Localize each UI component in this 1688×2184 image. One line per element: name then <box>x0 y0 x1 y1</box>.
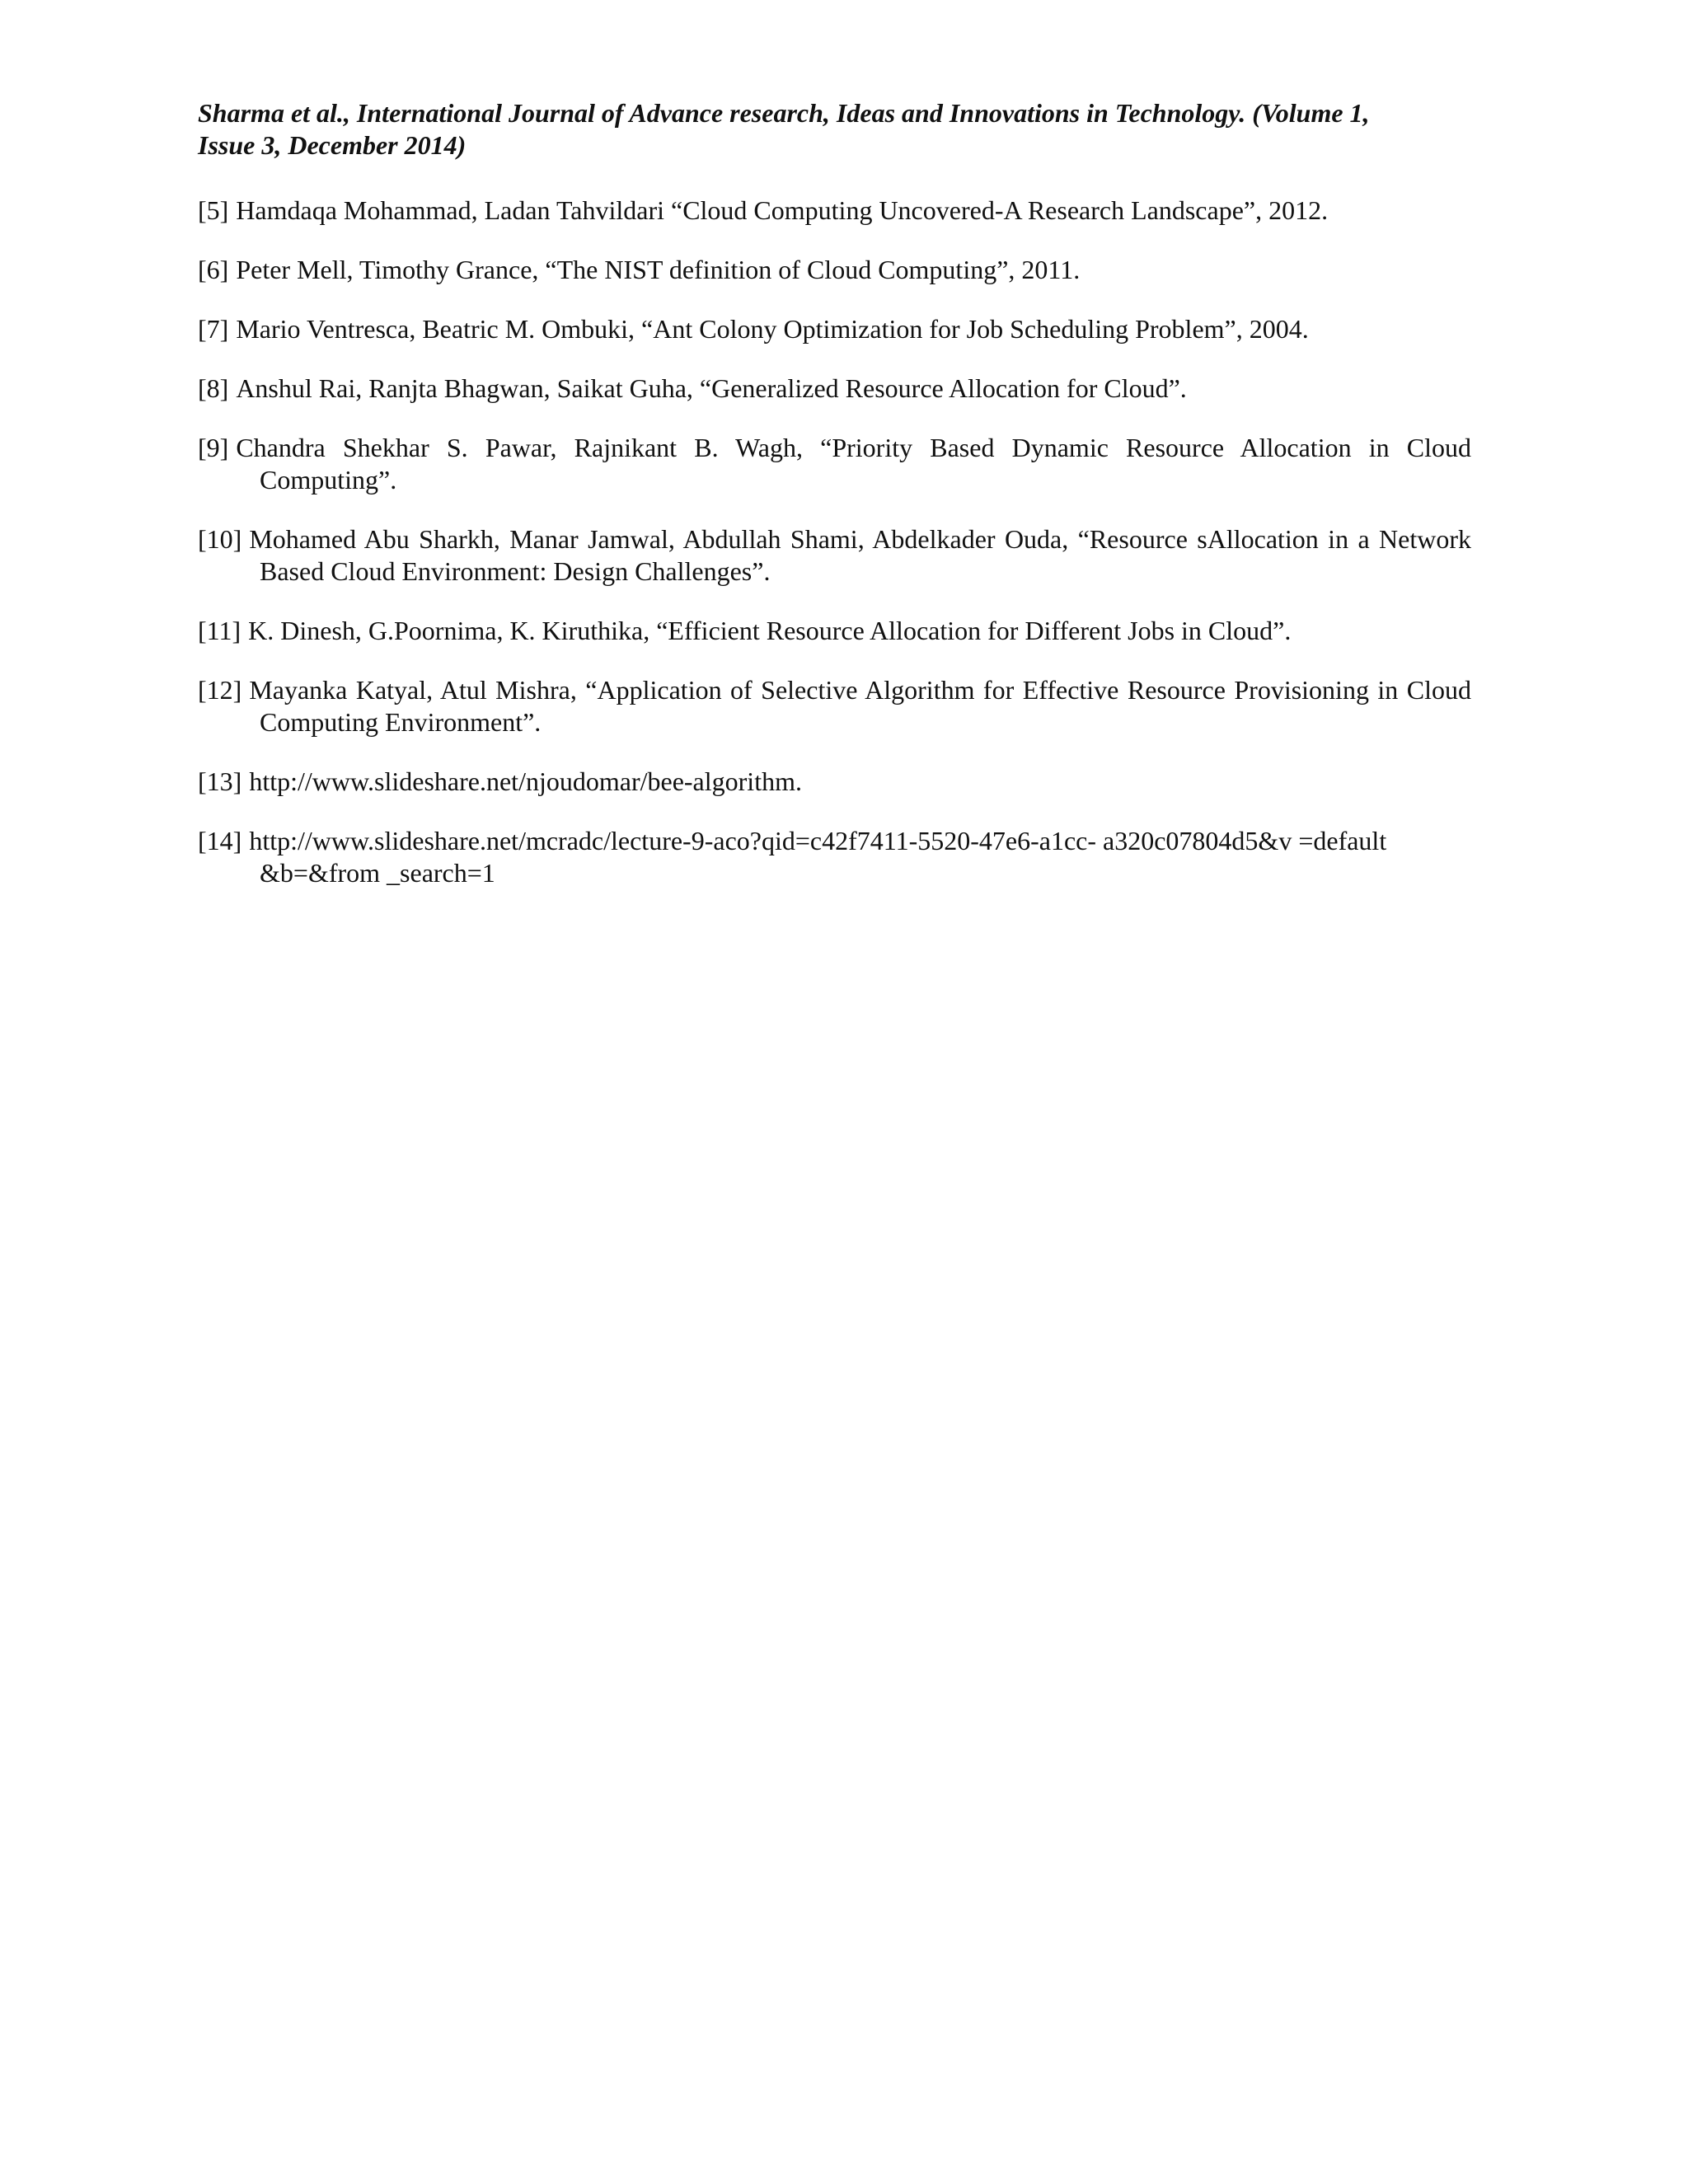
reference-text: Hamdaqa Mohammad, Ladan Tahvildari “Cloud Computing Uncovered-A Research Landscape”, 2012. <box>236 195 1329 225</box>
reference-list <box>198 194 1471 916</box>
reference-number: [11] <box>198 616 241 645</box>
reference-number: [8] <box>198 373 229 403</box>
reference-item <box>198 432 1471 496</box>
reference-text: K. Dinesh, G.Poornima, K. Kiruthika, “Efficient Resource Allocation for Different Jobs in Cloud”. <box>248 616 1292 645</box>
reference-number: [13] <box>198 766 242 796</box>
reference-number: [12] <box>198 675 242 705</box>
reference-number: [6] <box>198 255 229 284</box>
reference-text: Anshul Rai, Ranjta Bhagwan, Saikat Guha, “Generalized Resource Allocation for Cloud”. <box>236 373 1187 403</box>
header-citation-line-1: Sharma et al., International Journal of Advance research, Ideas and Innovations in Technology. (Volume 1, <box>198 98 1370 128</box>
reference-text: Peter Mell, Timothy Grance, “The NIST definition of Cloud Computing”, 2011. <box>236 255 1081 284</box>
reference-number: [9] <box>198 433 229 462</box>
reference-text: Mayanka Katyal, Atul Mishra, “Application of Selective Algorithm for Effective Resource Provisioning in Cloud Computing Environment”. <box>249 675 1471 737</box>
reference-text: Mohamed Abu Sharkh, Manar Jamwal, Abdullah Shami, Abdelkader Ouda, “Resource sAllocation in a Network Based Cloud Environment: Design Challenges”. <box>249 524 1471 586</box>
reference-item <box>198 194 1471 227</box>
header-citation-line-2: Issue 3, December 2014) <box>198 130 467 160</box>
reference-text: Chandra Shekhar S. Pawar, Rajnikant B. Wagh, “Priority Based Dynamic Resource Allocation in Cloud Computing”. <box>236 433 1471 494</box>
reference-item <box>198 825 1471 889</box>
reference-text: Mario Ventresca, Beatric M. Ombuki, “Ant Colony Optimization for Job Scheduling Problem”, 2004. <box>236 314 1309 344</box>
reference-item <box>198 766 1471 798</box>
reference-item <box>198 313 1471 345</box>
reference-url[interactable]: http://www.slideshare.net/njoudomar/bee-algorithm. <box>249 766 802 796</box>
reference-item <box>198 373 1471 405</box>
reference-item <box>198 523 1471 588</box>
reference-number: [14] <box>198 826 242 855</box>
running-header <box>198 97 1484 162</box>
reference-item <box>198 254 1471 286</box>
reference-number: [7] <box>198 314 229 344</box>
reference-url[interactable]: http://www.slideshare.net/mcradc/lecture-9-aco?qid=c42f7411-5520-47e6-a1cc- a320c07804d5&v =default &b=&from _search=1 <box>249 826 1387 888</box>
reference-number: [5] <box>198 195 229 225</box>
reference-item <box>198 674 1471 738</box>
reference-number: [10] <box>198 524 242 554</box>
reference-item <box>198 615 1471 647</box>
